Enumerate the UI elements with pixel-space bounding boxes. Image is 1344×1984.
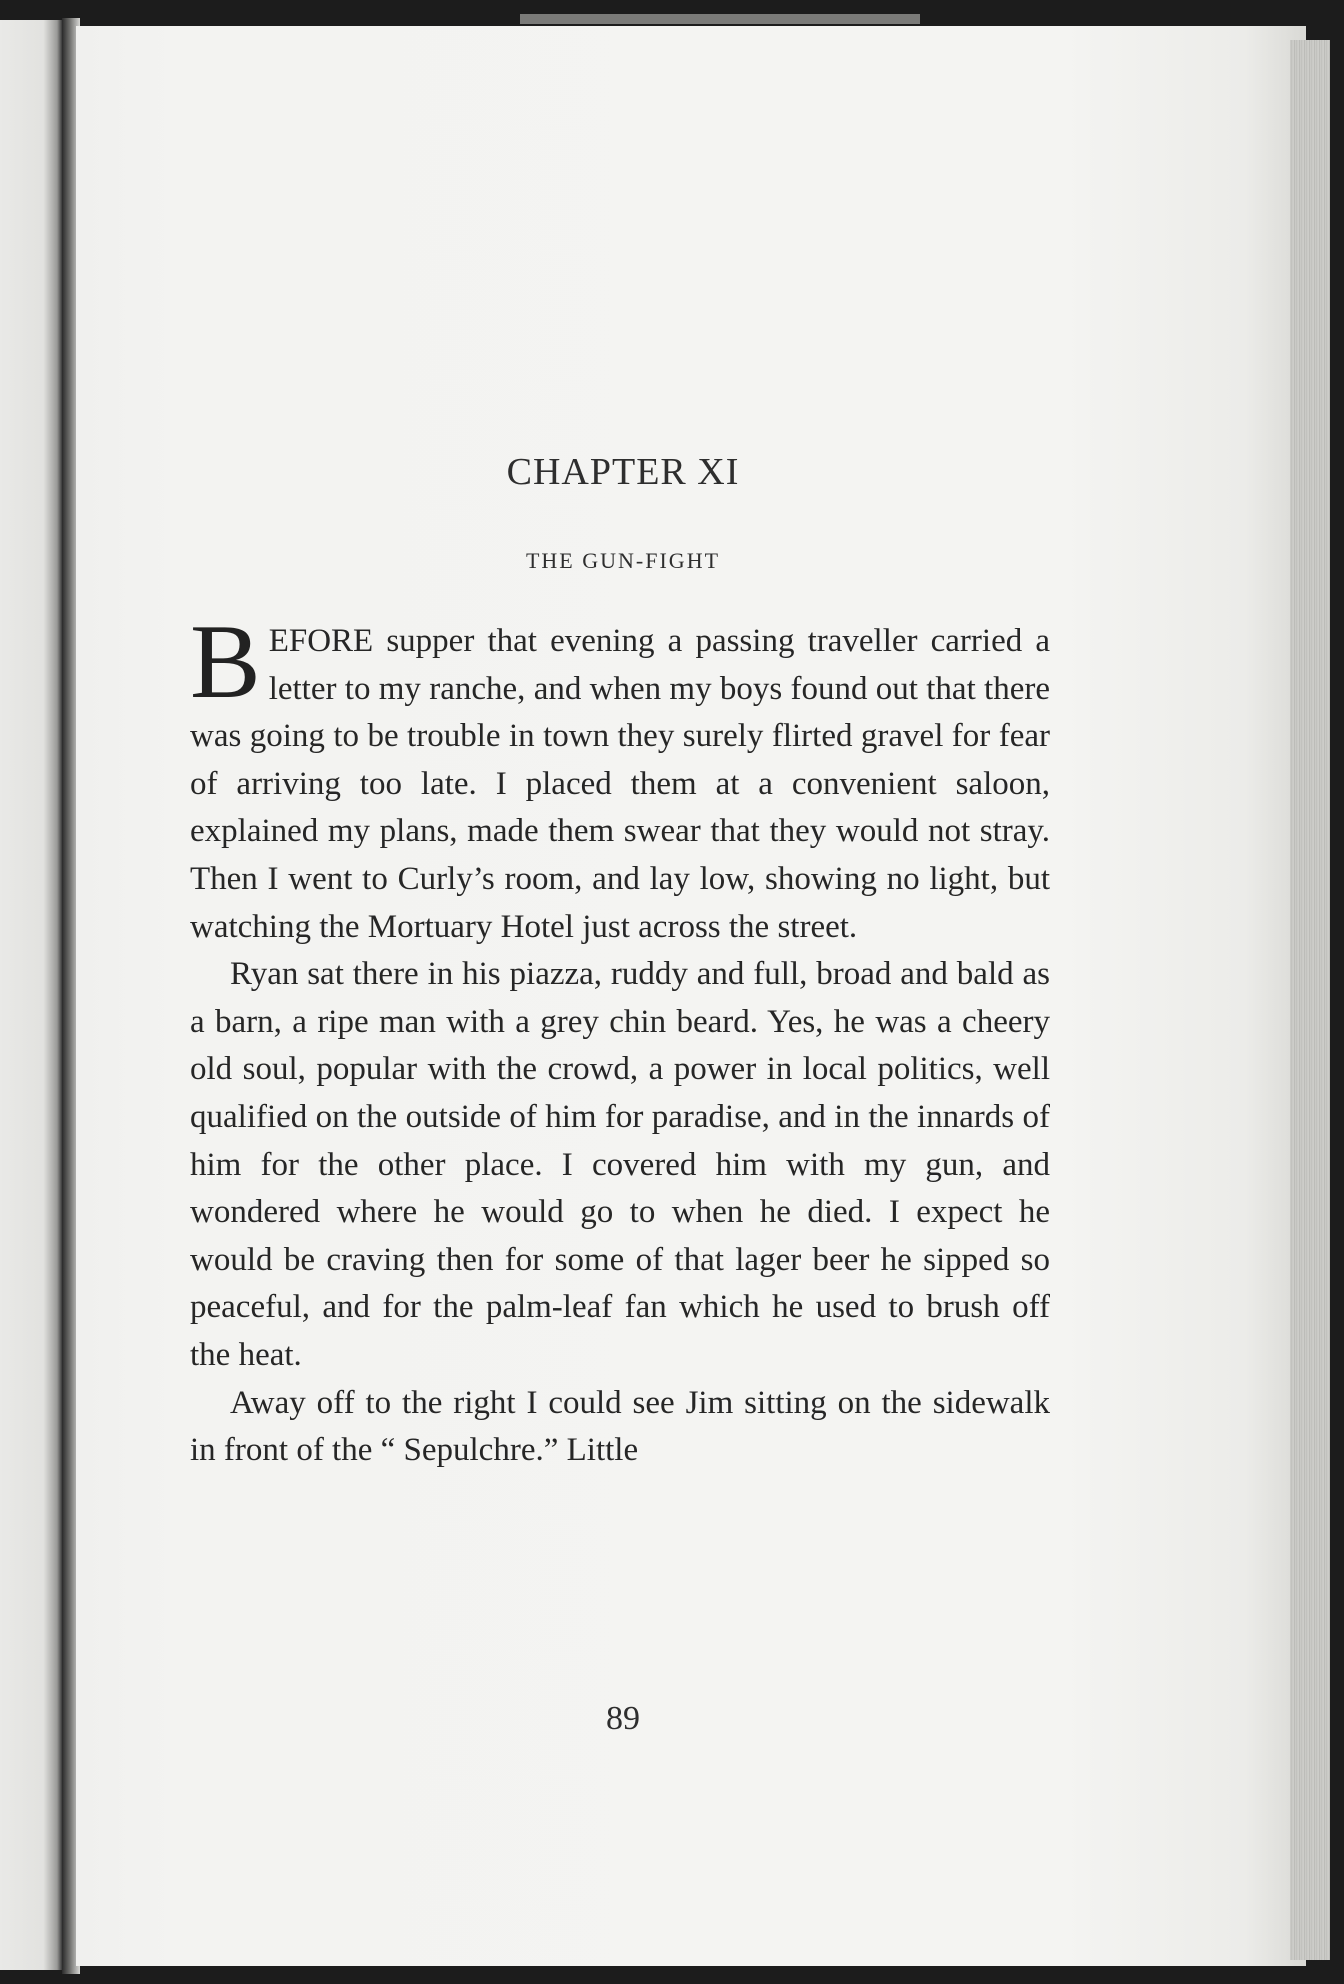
facing-page-edge xyxy=(0,20,62,1970)
chapter-subtitle: THE GUN-FIGHT xyxy=(525,548,721,573)
paragraph-3: Away off to the right I could see Jim sitting on the sidewalk in front of the “ Sepulchre.” Little xyxy=(190,1384,1050,1469)
chapter-body xyxy=(190,603,1050,1475)
page-stack-edges xyxy=(1290,40,1330,1960)
chapter-title: CHAPTER XI xyxy=(506,451,740,493)
paragraph-1-text: EFORE supper that evening a passing traveller carried a letter to my ranche, and when my boys found out that there was going to be trouble in town they surely flirted gravel for fear of arriving too late. I placed them at a convenient saloon, explained my plans, made them swear that they would not stray. Then I went to Curly’s room, and lay low, showing no light, but watching the Mortuary Hotel just across the street. xyxy=(190,623,1050,945)
book-top-edge xyxy=(520,14,920,24)
paragraph-2: Ryan sat there in his piazza, ruddy and full, broad and bald as a barn, a ripe man with a grey chin beard. Yes, he was a cheery old soul, popular with the crowd, a power in local politics, well qualified on the outside of him for paradise, and in the innards of him for the other place. I covered him with my gun, and wondered where he would go to when he died. I expect he would be craving then for some of that lager beer he sipped so peaceful, and for the palm-leaf fan which he used to brush off the heat. xyxy=(190,956,1050,1373)
drop-cap: B xyxy=(190,603,261,720)
paragraph-1 xyxy=(190,603,1050,951)
page-number: 89 xyxy=(606,1700,640,1737)
